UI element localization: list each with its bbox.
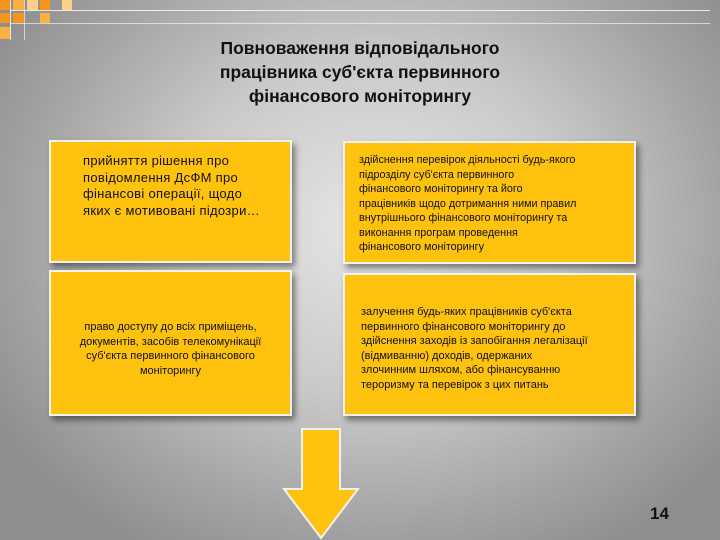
box-text-line: здійснення заходів із запобігання легалізації xyxy=(361,335,588,347)
box-text-line: фінансового моніторингу та його xyxy=(359,183,523,195)
box-text-line: (відмиванню) доходів, одержаних xyxy=(361,349,533,362)
box-text-line: суб'єкта первинного фінансового xyxy=(86,350,255,362)
box-text-line: первинного фінансового моніторингу до xyxy=(361,320,566,333)
power-box-involvement xyxy=(343,273,636,416)
box-text-line: внутрішнього фінансового моніторингу та xyxy=(359,212,568,224)
box-text-line: тероризму та перевірок з цих питань xyxy=(361,378,549,391)
box-text-line: право доступу до всіх приміщень, xyxy=(84,321,257,333)
slide-title xyxy=(150,36,570,108)
box-text-line: документів, засобів телекомунікації xyxy=(79,335,262,348)
power-box-access xyxy=(49,270,292,416)
box-text-line: підрозділу суб'єкта первинного xyxy=(359,168,515,181)
box-text-line: моніторингу xyxy=(139,364,202,377)
page-number: 14 xyxy=(650,504,669,523)
box-text-line: фінансові операції, щодо xyxy=(83,186,243,201)
box-text-line: повідомлення ДсФМ про xyxy=(83,169,239,185)
title-line: фінансового моніторингу xyxy=(248,86,472,106)
box-text-line: фінансового моніторингу xyxy=(359,241,485,253)
box-text-line: виконання програм проведення xyxy=(359,226,518,239)
power-box-decision xyxy=(49,140,292,263)
down-arrow-icon xyxy=(282,427,360,540)
box-text-line: працівників щодо дотримання ними правил xyxy=(359,197,577,210)
box-text-line: яких є мотивовані підозри… xyxy=(83,202,260,218)
title-line: Повноваження відповідального xyxy=(220,38,500,58)
title-line: працівника суб'єкта первинного xyxy=(219,62,501,82)
box-text-line: здійснення перевірок діяльності будь-якого xyxy=(359,154,576,166)
power-box-inspections xyxy=(343,141,636,264)
box-text-line: залучення будь-яких працівників суб'єкта xyxy=(361,306,572,318)
box-text-line: злочинним шляхом, або фінансуванню xyxy=(361,364,561,376)
box-text-line: прийняття рішення про xyxy=(83,153,230,168)
